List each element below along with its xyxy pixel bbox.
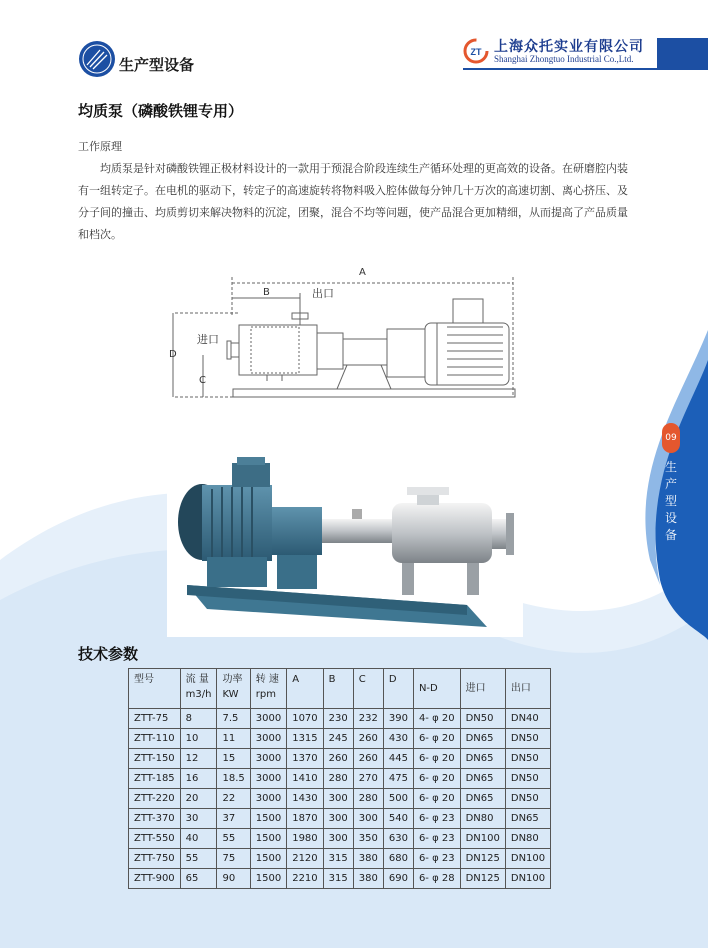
table-cell: 540 bbox=[383, 809, 413, 829]
table-cell: DN50 bbox=[505, 789, 550, 809]
table-cell: 300 bbox=[323, 829, 353, 849]
table-cell: DN65 bbox=[460, 729, 505, 749]
table-cell: 3000 bbox=[250, 709, 286, 729]
col-header-outlet: 出口 bbox=[505, 669, 550, 709]
table-row bbox=[129, 709, 551, 729]
table-cell: 1870 bbox=[287, 809, 323, 829]
table-row bbox=[129, 849, 551, 869]
table-cell: DN65 bbox=[460, 769, 505, 789]
table-cell: 390 bbox=[383, 709, 413, 729]
outlet-label: 出口 bbox=[312, 287, 334, 300]
table-cell: 260 bbox=[353, 749, 383, 769]
table-cell: 6- φ 20 bbox=[413, 749, 460, 769]
table-cell: DN50 bbox=[460, 709, 505, 729]
table-cell: 55 bbox=[180, 849, 217, 869]
table-cell: 232 bbox=[353, 709, 383, 729]
table-cell: 680 bbox=[383, 849, 413, 869]
table-cell: 1370 bbox=[287, 749, 323, 769]
table-cell: 6- φ 23 bbox=[413, 829, 460, 849]
pump-illustration bbox=[167, 437, 523, 637]
table-cell: 3000 bbox=[250, 729, 286, 749]
table-row bbox=[129, 749, 551, 769]
table-cell: DN65 bbox=[460, 749, 505, 769]
side-page-tab bbox=[660, 423, 682, 544]
table-cell: DN100 bbox=[460, 829, 505, 849]
table-cell: 30 bbox=[180, 809, 217, 829]
col-header-d: D bbox=[383, 669, 413, 709]
table-row bbox=[129, 769, 551, 789]
table-cell: ZTT-750 bbox=[129, 849, 181, 869]
table-cell: DN80 bbox=[460, 809, 505, 829]
page-number: 09 bbox=[662, 423, 680, 453]
table-cell: 2120 bbox=[287, 849, 323, 869]
table-cell: 630 bbox=[383, 829, 413, 849]
col-header-nd: N-D bbox=[413, 669, 460, 709]
table-cell: 300 bbox=[323, 789, 353, 809]
table-cell: 4- φ 20 bbox=[413, 709, 460, 729]
table-cell: 7.5 bbox=[217, 709, 250, 729]
pump-line-drawing bbox=[167, 255, 523, 427]
table-cell: 690 bbox=[383, 869, 413, 889]
table-cell: 1500 bbox=[250, 809, 286, 829]
section-logo-icon bbox=[78, 40, 116, 78]
dim-label-d: D bbox=[169, 349, 177, 360]
table-cell: 300 bbox=[353, 809, 383, 829]
dim-label-b: B bbox=[263, 287, 270, 298]
col-header-power: 功率 KW bbox=[217, 669, 250, 709]
table-cell: 8 bbox=[180, 709, 217, 729]
table-cell: 245 bbox=[323, 729, 353, 749]
table-cell: 1410 bbox=[287, 769, 323, 789]
table-cell: 350 bbox=[353, 829, 383, 849]
table-row bbox=[129, 829, 551, 849]
table-cell: 6- φ 23 bbox=[413, 849, 460, 869]
table-cell: 11 bbox=[217, 729, 250, 749]
table-row bbox=[129, 729, 551, 749]
table-cell: 1980 bbox=[287, 829, 323, 849]
table-cell: 445 bbox=[383, 749, 413, 769]
table-cell: 37 bbox=[217, 809, 250, 829]
table-cell: DN50 bbox=[505, 769, 550, 789]
table-cell: 1070 bbox=[287, 709, 323, 729]
table-cell: DN80 bbox=[505, 829, 550, 849]
side-tab-char: 型 bbox=[664, 494, 677, 508]
table-cell: 315 bbox=[323, 849, 353, 869]
table-cell: 1500 bbox=[250, 869, 286, 889]
table-cell: 475 bbox=[383, 769, 413, 789]
table-cell: DN100 bbox=[505, 869, 550, 889]
table-row bbox=[129, 789, 551, 809]
table-cell: 500 bbox=[383, 789, 413, 809]
table-cell: 315 bbox=[323, 869, 353, 889]
table-cell: 6- φ 20 bbox=[413, 789, 460, 809]
section-title: 生产型设备 bbox=[119, 56, 195, 74]
table-cell: 1500 bbox=[250, 849, 286, 869]
table-cell: 380 bbox=[353, 849, 383, 869]
dim-label-c: C bbox=[199, 375, 206, 386]
table-cell: ZTT-75 bbox=[129, 709, 181, 729]
table-cell: 230 bbox=[323, 709, 353, 729]
table-cell: 1430 bbox=[287, 789, 323, 809]
table-cell: ZTT-370 bbox=[129, 809, 181, 829]
table-cell: 75 bbox=[217, 849, 250, 869]
company-logo-icon bbox=[463, 38, 489, 64]
col-header-inlet: 进口 bbox=[460, 669, 505, 709]
table-cell: 6- φ 23 bbox=[413, 809, 460, 829]
table-cell: ZTT-150 bbox=[129, 749, 181, 769]
table-cell: DN100 bbox=[505, 849, 550, 869]
table-cell: 65 bbox=[180, 869, 217, 889]
table-cell: 1315 bbox=[287, 729, 323, 749]
side-tab-char: 备 bbox=[664, 528, 677, 542]
page-title: 均质泵（磷酸铁锂专用） bbox=[78, 102, 244, 120]
dim-label-a: A bbox=[359, 267, 366, 278]
table-cell: 430 bbox=[383, 729, 413, 749]
table-cell: 16 bbox=[180, 769, 217, 789]
table-cell: DN65 bbox=[460, 789, 505, 809]
table-cell: 55 bbox=[217, 829, 250, 849]
table-cell: 380 bbox=[353, 869, 383, 889]
table-cell: DN65 bbox=[505, 809, 550, 829]
col-header-speed: 转 速 rpm bbox=[250, 669, 286, 709]
company-name-cn: 上海众托实业有限公司 bbox=[494, 39, 644, 55]
table-cell: 270 bbox=[353, 769, 383, 789]
col-header-flow: 流 量 m3/h bbox=[180, 669, 217, 709]
table-cell: 3000 bbox=[250, 769, 286, 789]
table-cell: DN50 bbox=[505, 729, 550, 749]
table-cell: 15 bbox=[217, 749, 250, 769]
table-cell: 280 bbox=[323, 769, 353, 789]
table-cell: 12 bbox=[180, 749, 217, 769]
col-header-model: 型号 bbox=[129, 669, 181, 709]
table-cell: 6- φ 20 bbox=[413, 769, 460, 789]
table-cell: 22 bbox=[217, 789, 250, 809]
table-cell: DN125 bbox=[460, 869, 505, 889]
table-cell: DN40 bbox=[505, 709, 550, 729]
specs-table bbox=[128, 668, 551, 889]
side-tab-char: 产 bbox=[664, 477, 677, 491]
table-cell: 260 bbox=[323, 749, 353, 769]
dimension-diagram bbox=[167, 255, 523, 427]
table-cell: 260 bbox=[353, 729, 383, 749]
table-cell: ZTT-185 bbox=[129, 769, 181, 789]
table-cell: 6- φ 20 bbox=[413, 729, 460, 749]
table-cell: ZTT-220 bbox=[129, 789, 181, 809]
table-cell: 40 bbox=[180, 829, 217, 849]
specs-table-body bbox=[129, 709, 551, 889]
table-cell: ZTT-900 bbox=[129, 869, 181, 889]
col-header-c: C bbox=[353, 669, 383, 709]
table-cell: 10 bbox=[180, 729, 217, 749]
col-header-a: A bbox=[287, 669, 323, 709]
table-row bbox=[129, 869, 551, 889]
principle-paragraph: 均质泵是针对磷酸铁锂正极材料设计的一款用于预混合阶段连续生产循环处理的更高效的设备。在研磨腔内装有一组转定子。在电机的驱动下，转定子的高速旋转将物料吸入腔体做每分钟几十万次的高速切割、离心挤压、及分子间的撞击、均质剪切来解决物料的沉淀，团聚，混合不均等问题，使产品混合更加精细，从而提高了产品质量和档次。 bbox=[78, 162, 628, 241]
specs-heading: 技术参数 bbox=[78, 645, 139, 663]
table-cell: DN125 bbox=[460, 849, 505, 869]
table-cell: 18.5 bbox=[217, 769, 250, 789]
table-cell: 6- φ 28 bbox=[413, 869, 460, 889]
table-cell: 3000 bbox=[250, 749, 286, 769]
table-cell: 280 bbox=[353, 789, 383, 809]
table-row bbox=[129, 809, 551, 829]
table-cell: ZTT-550 bbox=[129, 829, 181, 849]
table-header-row bbox=[129, 669, 551, 709]
table-cell: 300 bbox=[323, 809, 353, 829]
inlet-label: 进口 bbox=[197, 333, 219, 346]
side-tab-char: 生 bbox=[664, 460, 677, 474]
header-accent-bar bbox=[657, 38, 708, 70]
table-cell: 90 bbox=[217, 869, 250, 889]
pump-product-photo bbox=[167, 437, 523, 637]
table-cell: 20 bbox=[180, 789, 217, 809]
header-rule bbox=[463, 68, 708, 70]
principle-subheading: 工作原理 bbox=[78, 140, 122, 153]
table-cell: 2210 bbox=[287, 869, 323, 889]
company-logo-text: ZT bbox=[470, 47, 482, 57]
table-cell: 3000 bbox=[250, 789, 286, 809]
table-cell: ZTT-110 bbox=[129, 729, 181, 749]
table-cell: DN50 bbox=[505, 749, 550, 769]
col-header-b: B bbox=[323, 669, 353, 709]
company-name-en: Shanghai Zhongtuo Industrial Co.,Ltd. bbox=[494, 54, 634, 64]
side-tab-char: 设 bbox=[664, 511, 677, 525]
table-cell: 1500 bbox=[250, 829, 286, 849]
